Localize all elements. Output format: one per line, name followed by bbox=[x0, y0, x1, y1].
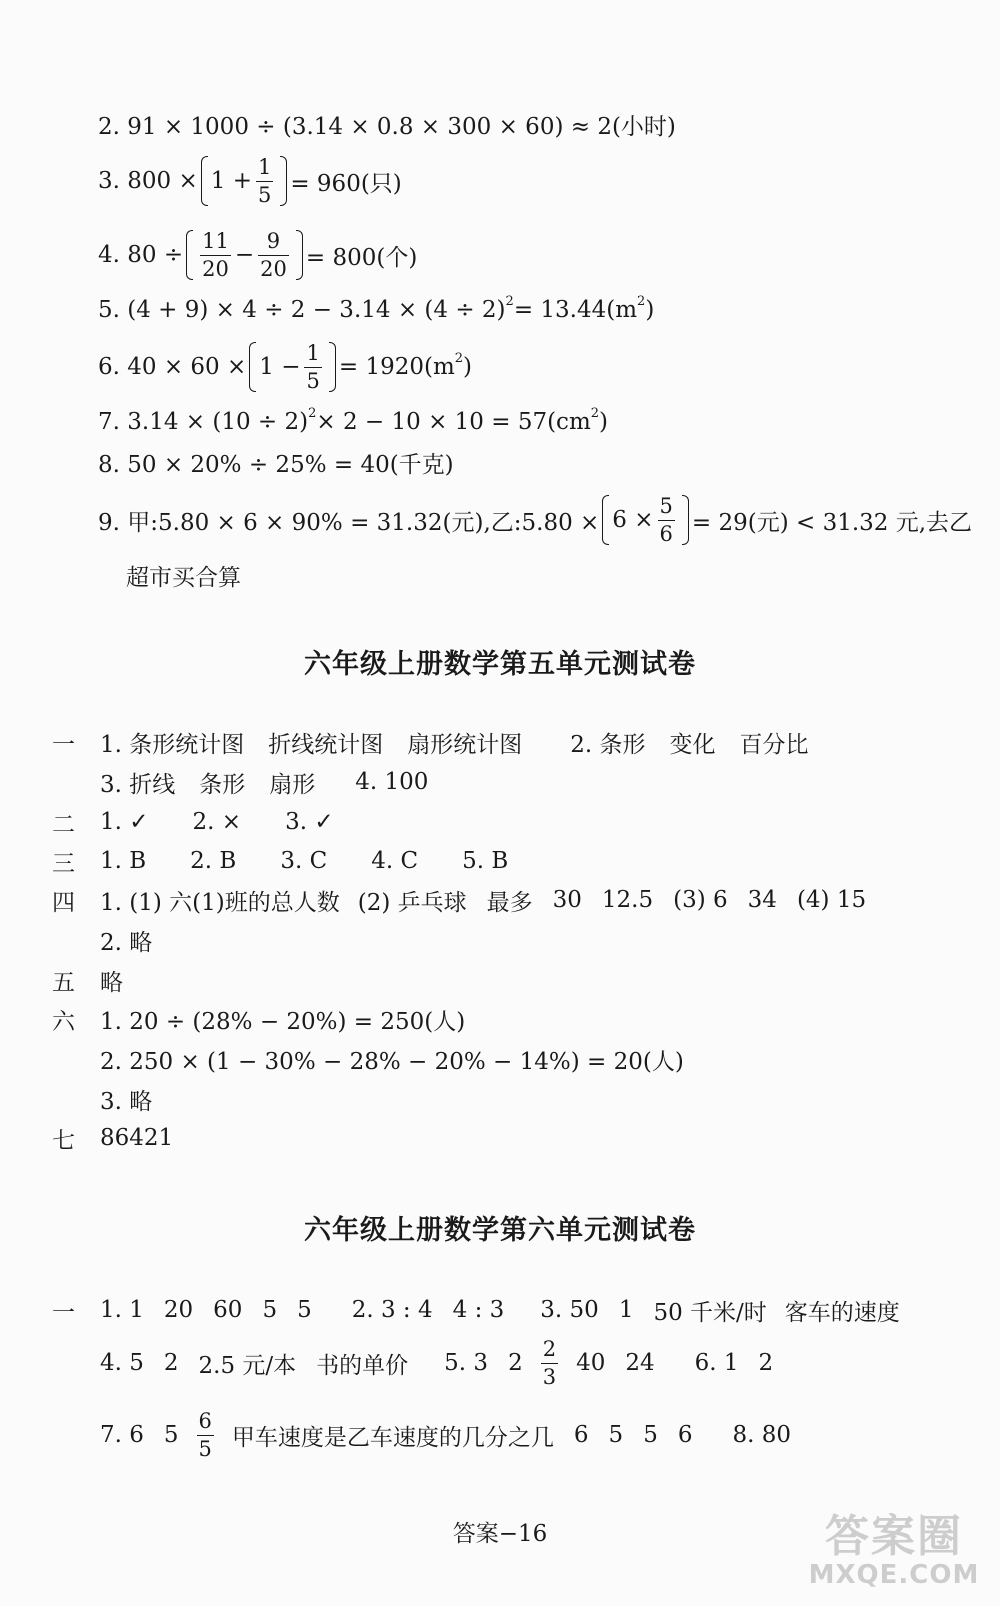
equation-text: 9. 甲:5.80 × 6 × 90% = 31.32(元),乙:5.80 × bbox=[98, 509, 600, 536]
answer-item: 7. 6 bbox=[100, 1422, 144, 1448]
answer-item: 2.5 元/本 bbox=[198, 1352, 297, 1379]
equation-text: 7. 3.14 × (10 ÷ 2) bbox=[98, 409, 309, 435]
answer-item: (4) 15 bbox=[796, 887, 867, 913]
unit5-part7 bbox=[52, 1118, 173, 1158]
equation-text: 3. 800 × bbox=[98, 168, 198, 194]
answer-item: 50 千米/时 bbox=[653, 1299, 767, 1326]
answer-item: 2 bbox=[163, 1350, 179, 1376]
right-paren bbox=[296, 230, 303, 280]
unit5-part4-line1 bbox=[52, 880, 866, 920]
answer-item: 扇形 bbox=[269, 771, 316, 798]
numerator: 6 bbox=[198, 1409, 212, 1434]
unit5-part4-line2 bbox=[100, 920, 152, 960]
equation-text: = 29(元) < 31.32 元,去乙 bbox=[691, 509, 973, 536]
part-label: 二 bbox=[52, 811, 75, 838]
answer-line-2 bbox=[98, 104, 676, 144]
answer-line-7 bbox=[98, 402, 608, 442]
part-label: 一 bbox=[52, 1299, 75, 1326]
page-number: 答案−16 bbox=[452, 1521, 548, 1547]
answer-item: 略 bbox=[100, 969, 123, 996]
answer-line-9 bbox=[98, 485, 972, 555]
fraction bbox=[256, 156, 273, 205]
watermark-url: MXQE.COM bbox=[808, 1560, 980, 1590]
part-label: 五 bbox=[52, 969, 75, 996]
answer-item: 20 bbox=[163, 1297, 194, 1323]
answer-item: 30 bbox=[552, 887, 582, 913]
superscript: 2 bbox=[590, 405, 600, 421]
watermark-text: 答案圈 bbox=[825, 1511, 963, 1562]
answer-line-4 bbox=[98, 220, 417, 290]
answer-item: 1. 条形统计图 bbox=[100, 731, 245, 758]
answer-item: 12.5 bbox=[601, 887, 654, 913]
answer-line-5 bbox=[98, 290, 654, 330]
left-paren bbox=[602, 495, 609, 545]
section-title-unit5: 六年级上册数学第五单元测试卷 bbox=[304, 649, 696, 680]
answer-item: 1. B bbox=[100, 848, 147, 874]
answer-item: 折线统计图 bbox=[268, 731, 384, 758]
answer-item: 6 bbox=[677, 1422, 693, 1448]
numerator: 1 bbox=[306, 341, 320, 366]
denominator: 20 bbox=[260, 256, 287, 281]
equation-text: 6 × bbox=[612, 507, 654, 533]
answer-item: 2. 3 : 4 bbox=[351, 1297, 433, 1323]
unit5-part1-line2 bbox=[100, 762, 428, 802]
equation-text: 5. (4 + 9) × 4 ÷ 2 − 3.14 × (4 ÷ 2) bbox=[98, 297, 506, 323]
answer-line-9-continued bbox=[126, 555, 241, 595]
answer-item: 5 bbox=[297, 1297, 312, 1323]
answer-item: 86421 bbox=[100, 1125, 174, 1151]
minus-sign: − bbox=[234, 242, 255, 268]
answer-item: 1. 20 ÷ (28% − 20%) = 250(人) bbox=[100, 1008, 466, 1035]
answer-item: 条形 bbox=[199, 771, 246, 798]
answer-item: 变化 bbox=[669, 731, 716, 758]
unit5-part6-line1 bbox=[52, 999, 465, 1039]
answer-item: 百分比 bbox=[739, 731, 809, 758]
watermark-logo bbox=[806, 1500, 982, 1600]
answer-item: 2. B bbox=[190, 848, 237, 874]
answer-item: 1 bbox=[618, 1297, 634, 1323]
equation-text: = 13.44(m bbox=[513, 297, 638, 323]
answer-item: 1. ✓ bbox=[100, 809, 149, 835]
answer-item: 5 bbox=[163, 1422, 179, 1448]
part-label: 六 bbox=[52, 1008, 75, 1035]
equation-text: ) bbox=[645, 297, 655, 323]
answer-item: 4. C bbox=[371, 848, 419, 874]
answer-item: 24 bbox=[625, 1350, 655, 1376]
denominator: 5 bbox=[257, 182, 272, 207]
right-paren bbox=[682, 495, 689, 545]
denominator: 20 bbox=[202, 256, 229, 281]
unit5-part1-line1 bbox=[52, 722, 809, 762]
numerator: 2 bbox=[542, 1337, 557, 1362]
answer-item: 3. ✓ bbox=[285, 809, 334, 835]
fraction bbox=[658, 495, 675, 544]
right-paren bbox=[329, 342, 336, 392]
numerator: 1 bbox=[257, 155, 272, 180]
answer-item: 1. 1 bbox=[100, 1297, 144, 1323]
part-label: 四 bbox=[52, 889, 75, 916]
answer-item: 4. 5 bbox=[100, 1350, 144, 1376]
answer-item: 2 bbox=[508, 1350, 523, 1376]
answer-item: 5 bbox=[643, 1422, 658, 1448]
equation-text: × 2 − 10 × 10 = 57(cm bbox=[316, 409, 591, 435]
part-label: 七 bbox=[52, 1127, 75, 1154]
equation-text: 2. 91 × 1000 ÷ (3.14 × 0.8 × 300 × 60) ≈ 2(小时) bbox=[98, 113, 676, 140]
answer-line-8 bbox=[98, 442, 454, 482]
equation-text: 8. 50 × 20% ÷ 25% = 40(千克) bbox=[98, 451, 454, 478]
fraction bbox=[541, 1338, 558, 1387]
unit5-part5 bbox=[52, 960, 123, 1000]
equation-text: 4. 80 ÷ bbox=[98, 242, 184, 268]
denominator: 5 bbox=[306, 368, 320, 393]
equation-text: 1 + bbox=[210, 168, 252, 194]
unit5-part3 bbox=[52, 841, 508, 881]
answer-item: 8. 80 bbox=[732, 1422, 791, 1448]
numerator: 5 bbox=[659, 494, 673, 519]
denominator: 6 bbox=[659, 521, 673, 546]
answer-item: 扇形统计图 bbox=[407, 731, 523, 758]
answer-item: 2 bbox=[758, 1350, 774, 1376]
unit5-part6-line2 bbox=[100, 1039, 684, 1079]
fraction bbox=[197, 1410, 214, 1459]
answer-item: 40 bbox=[576, 1350, 606, 1376]
answer-item: (3) 6 bbox=[673, 887, 728, 913]
fraction bbox=[200, 230, 231, 279]
answer-item: 5. 3 bbox=[444, 1350, 489, 1376]
part-label: 三 bbox=[52, 850, 75, 877]
answer-item: 3. 略 bbox=[100, 1088, 153, 1115]
left-paren bbox=[201, 156, 208, 206]
denominator: 3 bbox=[542, 1364, 557, 1389]
superscript: 2 bbox=[454, 350, 464, 366]
answer-item: 最多 bbox=[486, 889, 533, 916]
answer-item: 甲车速度是乙车速度的几分之几 bbox=[231, 1424, 554, 1451]
denominator: 5 bbox=[198, 1436, 212, 1461]
equation-text: 6. 40 × 60 × bbox=[98, 354, 247, 380]
answer-item: 4. 100 bbox=[355, 769, 429, 795]
right-paren bbox=[280, 156, 287, 206]
equation-text: ) bbox=[599, 409, 609, 435]
superscript: 2 bbox=[308, 405, 317, 421]
answer-line-6 bbox=[98, 332, 472, 402]
unit5-part2 bbox=[52, 802, 334, 842]
answer-item: 1. (1) 六(1)班的总人数 bbox=[100, 889, 340, 916]
answer-item: 客车的速度 bbox=[784, 1299, 900, 1326]
unit6-part1-line1 bbox=[52, 1290, 900, 1330]
numerator: 9 bbox=[266, 229, 281, 254]
answer-item: (2) 乒乓球 bbox=[357, 889, 467, 916]
unit6-part1-line3 bbox=[100, 1400, 791, 1470]
section-title-unit6: 六年级上册数学第六单元测试卷 bbox=[304, 1215, 696, 1246]
equation-text: = 960(只) bbox=[290, 170, 402, 197]
answer-item: 3. C bbox=[280, 848, 328, 874]
answer-item: 5 bbox=[608, 1422, 624, 1448]
answer-item: 3. 50 bbox=[540, 1297, 599, 1323]
unit5-part6-line3 bbox=[100, 1079, 152, 1119]
answer-item: 2. 条形 bbox=[570, 731, 646, 758]
answer-item: 5 bbox=[262, 1297, 278, 1323]
equation-text: = 800(个) bbox=[305, 244, 418, 271]
answer-line-3 bbox=[98, 146, 402, 216]
unit6-part1-line2 bbox=[100, 1328, 773, 1398]
superscript: 2 bbox=[637, 293, 646, 309]
left-paren bbox=[249, 342, 256, 392]
superscript: 2 bbox=[505, 293, 514, 309]
answer-item: 书的单价 bbox=[316, 1352, 409, 1379]
answer-item: 4 : 3 bbox=[452, 1297, 505, 1323]
equation-text: ) bbox=[463, 354, 473, 380]
answer-item: 3. 折线 bbox=[100, 771, 176, 798]
answer-item: 60 bbox=[213, 1297, 243, 1323]
part-label: 一 bbox=[52, 731, 75, 758]
answer-item: 2. 略 bbox=[100, 929, 153, 956]
answer-item: 34 bbox=[747, 887, 777, 913]
answer-item: 6. 1 bbox=[694, 1350, 739, 1376]
left-paren bbox=[186, 230, 193, 280]
fraction bbox=[258, 230, 289, 279]
numerator: 11 bbox=[202, 229, 229, 254]
answer-item: 6 bbox=[573, 1422, 589, 1448]
equation-text: = 1920(m bbox=[338, 354, 455, 380]
equation-text: 超市买合算 bbox=[126, 564, 241, 591]
answer-item: 2. 250 × (1 − 30% − 28% − 20% − 14%) = 20(人) bbox=[100, 1048, 684, 1075]
answer-item: 2. × bbox=[192, 809, 242, 835]
fraction bbox=[304, 342, 321, 391]
answer-item: 5. B bbox=[462, 848, 509, 874]
equation-text: 1 − bbox=[259, 354, 301, 380]
